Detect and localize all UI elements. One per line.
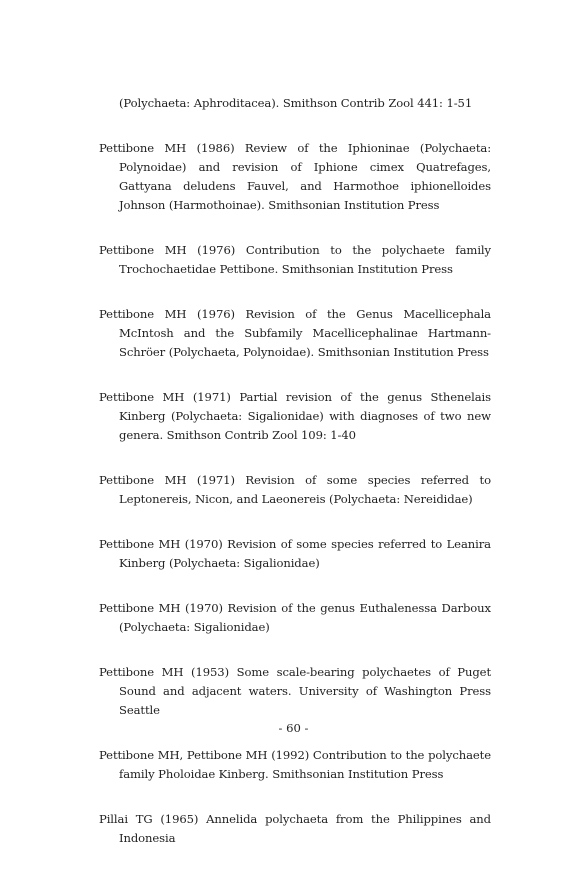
reference-entry: Pettibone MH (1953) Some scale-bearing polychaetes of Puget Sound and adjacent waters. University of Washington Press Seattle bbox=[99, 665, 491, 717]
reference-entry: Pettibone MH (1970) Revision of some species referred to Leanira Kinberg (Polychaeta: Sigalionidae) bbox=[99, 537, 491, 570]
reference-entry: Pettibone MH, Pettibone MH (1992) Contribution to the polychaete family Pholoidae Kinberg. Smithsonian Institution Press bbox=[99, 748, 491, 781]
reference-entry: Pettibone MH (1970) Revision of the genus Euthalenessa Darboux (Polychaeta: Sigalionidae) bbox=[99, 601, 491, 634]
reference-entry: Pillai TG (1965) Annelida polychaeta from the Philippines and Indonesia bbox=[99, 812, 491, 845]
reference-list bbox=[99, 94, 491, 874]
reference-entry: Pettibone MH (1976) Revision of the Genus Macellicephala McIntosh and the Subfamily Macellicephalinae Hartmann-Schröer (Polychaeta, Polynoidae). Smithsonian Institution Press bbox=[99, 307, 491, 359]
reference-entry: Pettibone MH (1976) Contribution to the polychaete family Trochochaetidae Pettibone. Smithsonian Institution Press bbox=[99, 243, 491, 276]
reference-entry: Pettibone MH (1971) Revision of some species referred to Leptonereis, Nicon, and Laeonereis (Polychaeta: Nereididae) bbox=[99, 473, 491, 506]
reference-entry: Pettibone MH (1971) Partial revision of the genus Sthenelais Kinberg (Polychaeta: Sigalionidae) with diagnoses of two new genera. Smithson Contrib Zool 109: 1-40 bbox=[99, 390, 491, 442]
page-number: - 60 - bbox=[278, 721, 309, 735]
reference-entry-continued: (Polychaeta: Aphroditacea). Smithson Contrib Zool 441: 1-51 bbox=[119, 96, 473, 110]
reference-entry: Pettibone MH (1986) Review of the Iphioninae (Polychaeta: Polynoidae) and revision of Iphione cimex Quatrefages, Gattyana deludens Fauvel, and Harmothoe iphionelloides Johnson (Harmothoinae). Smithsonian Institution Press bbox=[99, 141, 491, 212]
